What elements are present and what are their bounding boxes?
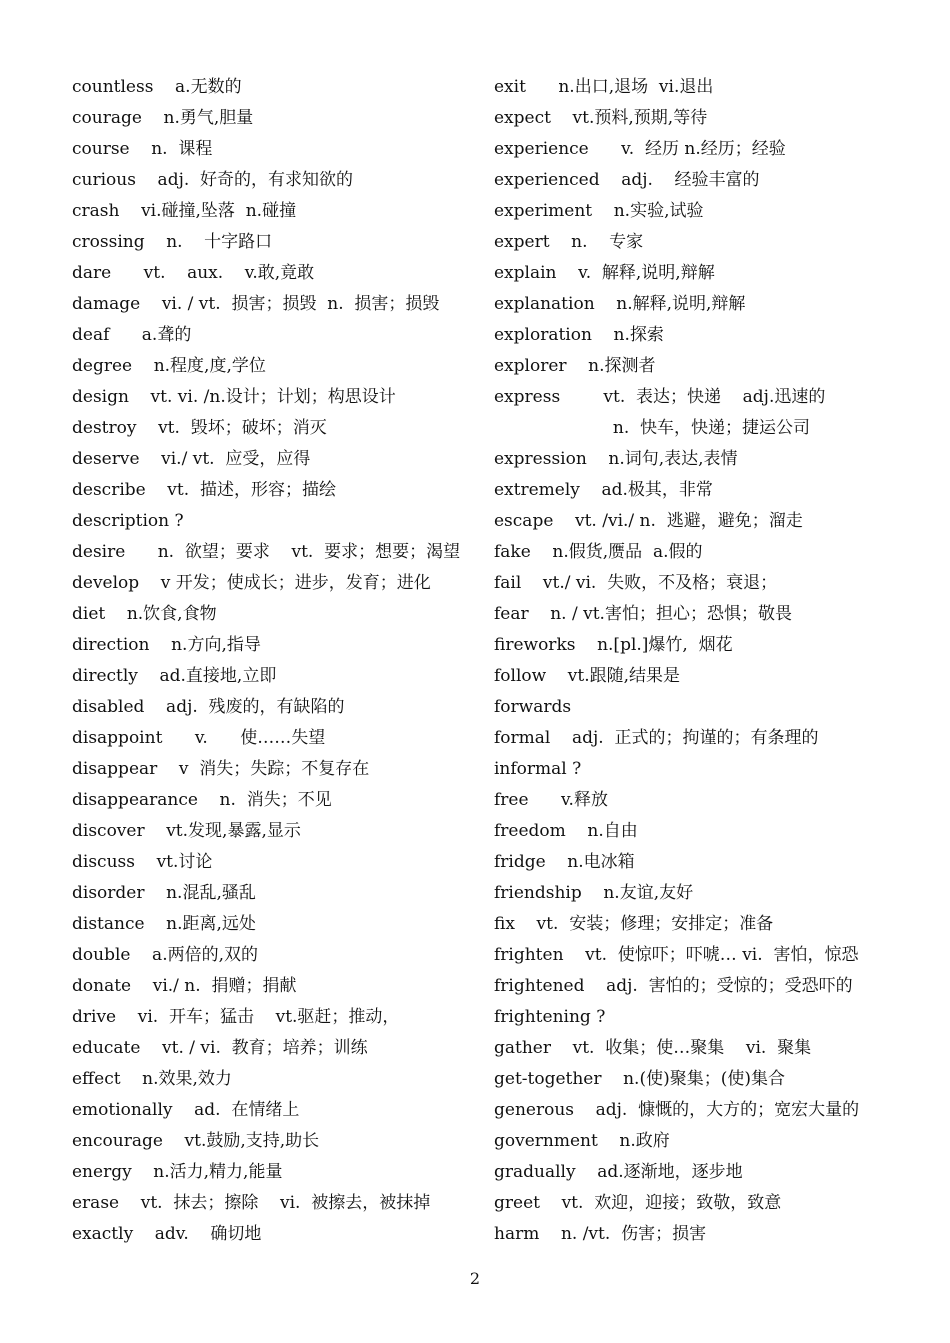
vocabulary-entry: expression n.词句,表达,表情: [494, 449, 738, 469]
vocabulary-entry: informal ?: [494, 759, 582, 779]
vocabulary-entry: fake n.假货,赝品 a.假的: [494, 542, 703, 562]
vocabulary-entry: gradually ad.逐渐地，逐步地: [494, 1162, 743, 1182]
vocabulary-entry: countless a.无数的: [72, 77, 242, 97]
vocabulary-entry: express vt. 表达；快递 adj.迅速的: [494, 387, 826, 407]
vocabulary-entry: exactly adv. 确切地: [72, 1224, 262, 1244]
vocabulary-entry: fridge n.电冰箱: [494, 852, 635, 872]
vocabulary-entry: fear n. / vt.害怕；担心；恐惧；敬畏: [494, 604, 792, 624]
vocabulary-entry: gather vt. 收集；使…聚集 vi. 聚集: [494, 1038, 812, 1058]
vocabulary-entry: extremely ad.极其，非常: [494, 480, 713, 500]
vocabulary-entry: exit n.出口,退场 vi.退出: [494, 77, 714, 97]
vocabulary-entry: explorer n.探测者: [494, 356, 656, 376]
vocabulary-entry: directly ad.直接地,立即: [72, 666, 277, 686]
vocabulary-entry: explanation n.解释,说明,辩解: [494, 294, 746, 314]
vocabulary-entry: forwards: [494, 697, 572, 717]
vocabulary-entry: disorder n.混乱,骚乱: [72, 883, 256, 903]
vocabulary-entry: experiment n.实验,试验: [494, 201, 704, 221]
vocabulary-entry: fail vt./ vi. 失败，不及格；衰退；: [494, 573, 778, 593]
vocabulary-entry: government n.政府: [494, 1131, 670, 1151]
vocabulary-entry: experienced adj. 经验丰富的: [494, 170, 760, 190]
vocabulary-entry: deaf a.聋的: [72, 325, 192, 345]
vocabulary-entry: courage n.勇气,胆量: [72, 108, 254, 128]
vocabulary-entry: get-together n.(使)聚集；(使)集合: [494, 1069, 785, 1089]
vocabulary-entry: discover vt.发现,暴露,显示: [72, 821, 301, 841]
vocabulary-entry: fix vt. 安装；修理；安排定；准备: [494, 914, 774, 934]
vocabulary-column-left: [72, 72, 472, 1250]
vocabulary-entry: emotionally ad. 在情绪上: [72, 1100, 300, 1120]
vocabulary-entry: expert n. 专家: [494, 232, 644, 252]
vocabulary-entry: expect vt.预料,预期,等待: [494, 108, 708, 128]
vocabulary-entry: n. 快车，快递；捷运公司: [494, 418, 811, 438]
vocabulary-entry: exploration n.探索: [494, 325, 664, 345]
vocabulary-entry: fireworks n.[pl.]爆竹, 烟花: [494, 635, 733, 655]
vocabulary-entry: donate vi./ n. 捐赠；捐献: [72, 976, 297, 996]
vocabulary-entry: encourage vt.鼓励,支持,助长: [72, 1131, 320, 1151]
vocabulary-entry: harm n. /vt. 伤害；损害: [494, 1224, 707, 1244]
vocabulary-entry: effect n.效果,效力: [72, 1069, 232, 1089]
vocabulary-entry: free v.释放: [494, 790, 608, 810]
vocabulary-entry: drive vi. 开车；猛击 vt.驱赶；推动，: [72, 1007, 400, 1027]
vocabulary-entry: discuss vt.讨论: [72, 852, 213, 872]
page-number: 2: [469, 1269, 481, 1288]
vocabulary-entry: degree n.程度,度,学位: [72, 356, 266, 376]
vocabulary-entry: disappearance n. 消失；不见: [72, 790, 332, 810]
vocabulary-entry: deserve vi./ vt. 应受，应得: [72, 449, 311, 469]
vocabulary-entry: escape vt. /vi./ n. 逃避，避免；溜走: [494, 511, 803, 531]
vocabulary-column-right: [494, 72, 894, 1250]
vocabulary-entry: destroy vt. 毁坏；破坏；消灭: [72, 418, 327, 438]
vocabulary-entry: description ?: [72, 511, 184, 531]
vocabulary-entry: damage vi. / vt. 损害；损毁 n. 损害；损毁: [72, 294, 440, 314]
vocabulary-entry: course n. 课程: [72, 139, 213, 159]
vocabulary-entry: frighten vt. 使惊吓；吓唬… vi. 害怕，惊恐: [494, 945, 859, 965]
vocabulary-entry: friendship n.友谊,友好: [494, 883, 694, 903]
vocabulary-entry: curious adj. 好奇的，有求知欲的: [72, 170, 354, 190]
vocabulary-entry: develop v 开发；使成长；进步，发育；进化: [72, 573, 431, 593]
vocabulary-entry: frightened adj. 害怕的；受惊的；受恐吓的: [494, 976, 853, 996]
vocabulary-entry: distance n.距离,远处: [72, 914, 256, 934]
vocabulary-entry: energy n.活力,精力,能量: [72, 1162, 283, 1182]
vocabulary-entry: describe vt. 描述，形容；描绘: [72, 480, 336, 500]
vocabulary-entry: generous adj. 慷慨的，大方的；宽宏大量的: [494, 1100, 860, 1120]
vocabulary-entry: diet n.饮食,食物: [72, 604, 217, 624]
vocabulary-entry: design vt. vi. /n.设计；计划；构思设计: [72, 387, 396, 407]
vocabulary-entry: formal adj. 正式的；拘谨的；有条理的: [494, 728, 819, 748]
vocabulary-entry: follow vt.跟随,结果是: [494, 666, 681, 686]
vocabulary-entry: crash vi.碰撞,坠落 n.碰撞: [72, 201, 297, 221]
vocabulary-entry: direction n.方向,指导: [72, 635, 261, 655]
vocabulary-entry: disappoint v. 使……失望: [72, 728, 326, 748]
vocabulary-entry: greet vt. 欢迎，迎接；致敬，致意: [494, 1193, 782, 1213]
vocabulary-entry: erase vt. 抹去；擦除 vi. 被擦去，被抹掉: [72, 1193, 431, 1213]
vocabulary-entry: desire n. 欲望；要求 vt. 要求；想要；渴望: [72, 542, 461, 562]
vocabulary-entry: double a.两倍的,双的: [72, 945, 259, 965]
vocabulary-entry: experience v. 经历 n.经历；经验: [494, 139, 786, 159]
vocabulary-entry: freedom n.自由: [494, 821, 638, 841]
vocabulary-entry: explain v. 解释,说明,辩解: [494, 263, 715, 283]
vocabulary-entry: dare vt. aux. v.敢,竟敢: [72, 263, 315, 283]
vocabulary-entry: crossing n. 十字路口: [72, 232, 273, 252]
vocabulary-entry: educate vt. / vi. 教育；培养；训练: [72, 1038, 368, 1058]
vocabulary-entry: disabled adj. 残废的，有缺陷的: [72, 697, 345, 717]
vocabulary-entry: disappear v 消失；失踪；不复存在: [72, 759, 370, 779]
vocabulary-entry: frightening ?: [494, 1007, 606, 1027]
